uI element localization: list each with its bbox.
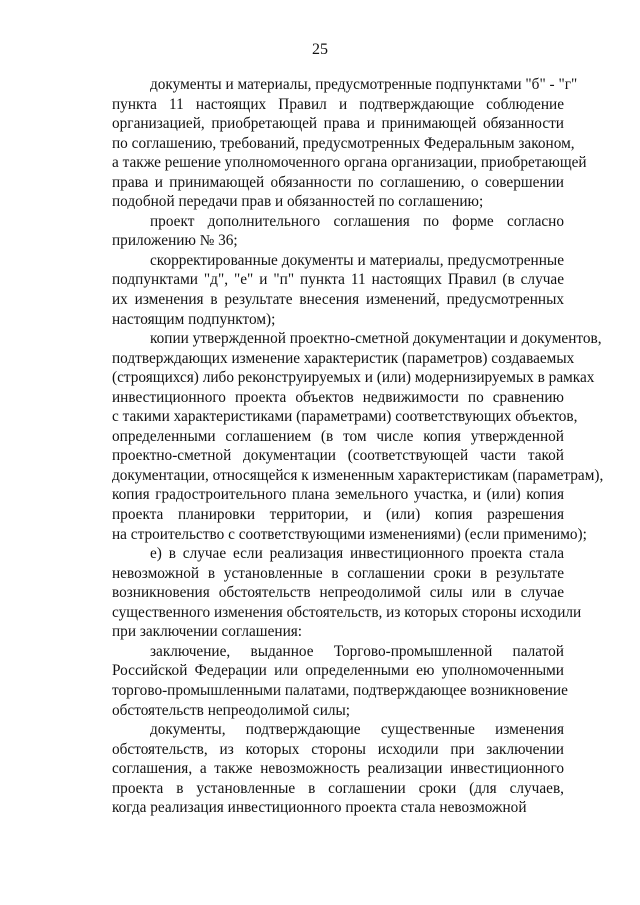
text-line: соглашения, а также невозможность реализации инвестиционного (112, 760, 564, 778)
text-line: при заключении соглашения: (112, 623, 303, 641)
paragraph (74, 212, 564, 251)
paragraph (74, 642, 568, 720)
text-line: пункта 11 настоящих Правил и подтверждающие соблюдение (112, 95, 564, 113)
paragraph (74, 329, 604, 544)
text-line: копии утвержденной проектно-сметной документации и документов, (150, 330, 602, 348)
paragraph (74, 75, 587, 212)
text-line: скорректированные документы и материалы, предусмотренные (150, 251, 564, 269)
text-line: проектно-сметной документации (соответствующей части такой (112, 447, 564, 465)
text-line: проект дополнительного соглашения по форме согласно (150, 212, 564, 230)
text-line: проекта в установленные в соглашении сроки (для случаев, (112, 779, 564, 797)
paragraph (74, 720, 564, 818)
text-line: инвестиционного проекта объектов недвижимости по сравнению (112, 388, 564, 406)
text-line: права и принимающей обязанности по соглашению, о совершении (112, 173, 564, 191)
page-number: 25 (312, 41, 328, 58)
text-line: когда реализация инвестиционного проекта стала невозможной (112, 799, 527, 817)
paragraph (74, 544, 582, 642)
text-line: е) в случае если реализация инвестиционного проекта стала (150, 545, 564, 563)
text-line: обстоятельств, из которых стороны исходили при заключении (112, 740, 564, 758)
text-line: их изменения в результате внесения изменений, предусмотренных (112, 291, 564, 309)
text-line: подобной передачи прав и обязанностей по соглашению; (112, 193, 484, 211)
text-line: подтверждающих изменение характеристик (параметров) создаваемых (112, 349, 575, 367)
text-line: Российской Федерации или определенными ею уполномоченными (112, 662, 564, 680)
text-line: документы и материалы, предусмотренные подпунктами "б" - "г" (150, 76, 578, 93)
text-line: копия градостроительного плана земельного участка, и (или) копия (112, 486, 564, 504)
text-line: возникновения обстоятельств непреодолимой силы или в случае (112, 584, 564, 602)
paragraph (74, 251, 564, 329)
text-line: организацией, приобретающей права и принимающей обязанности (112, 115, 564, 133)
text-line: на строительство с соответствующими изменениями) (если применимо); (112, 525, 587, 543)
text-line: а также решение уполномоченного органа организации, приобретающей (112, 154, 587, 172)
text-line: документы, подтверждающие существенные изменения (150, 721, 564, 739)
text-line: торгово-промышленными палатами, подтверждающее возникновение (112, 681, 568, 699)
text-line: проекта планировки территории, и (или) копия разрешения (112, 506, 564, 524)
text-line: (строящихся) либо реконструируемых и (или) модернизируемых в рамках (112, 369, 595, 387)
text-line: невозможной в установленные в соглашении сроки в результате (112, 564, 564, 582)
text-line: с такими характеристиками (параметрами) соответствующих объектов, (112, 408, 578, 426)
text-line: подпунктами "д", "е" и "п" пункта 11 настоящих Правил (в случае (112, 271, 564, 289)
text-line: приложению № 36; (112, 232, 238, 250)
text-line: заключение, выданное Торгово-промышленной палатой (150, 642, 564, 660)
text-line: существенного изменения обстоятельств, из которых стороны исходили (112, 603, 582, 621)
text-line: определенными соглашением (в том числе копия утвержденной (112, 427, 564, 445)
text-line: обстоятельств непреодолимой силы; (112, 701, 351, 719)
text-line: документации, относящейся к измененным характеристикам (параметрам), (112, 466, 604, 484)
text-line: настоящим подпунктом); (112, 310, 276, 328)
document-body (74, 75, 604, 818)
text-line: по соглашению, требований, предусмотренных Федеральным законом, (112, 134, 575, 152)
